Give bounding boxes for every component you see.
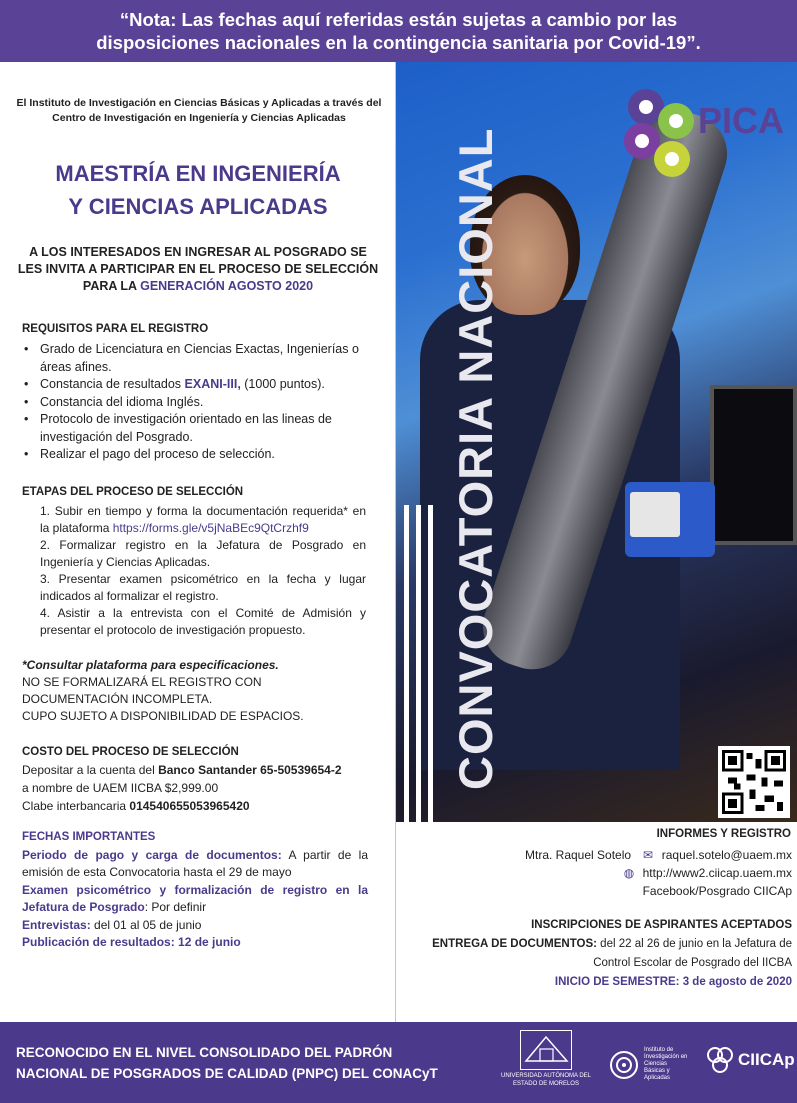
iicba-line5: Aplicadas — [644, 1075, 671, 1081]
iicba-line2: Investigación en — [644, 1054, 688, 1060]
stage-2: 2. Formalizar registro en la Jefatura de Posgrado en Ingeniería y Ciencias Aplicadas. — [40, 538, 366, 569]
consult-note: *Consultar plataforma para especificaciones. — [22, 658, 279, 672]
account-name: a nombre de UAEM IICBA $2,999.00 — [22, 781, 219, 795]
institution-line2: Centro de Investigación en Ingeniería y Ciencias Aplicadas — [52, 112, 346, 124]
institution-line1: El Instituto de Investigación en Ciencias Básicas y Aplicadas a través del — [16, 97, 382, 109]
payment-period — [22, 847, 368, 882]
photo-monitor — [710, 385, 797, 545]
globe-icon: ◍ — [623, 866, 635, 880]
program-title-line2: Y CIENCIAS APLICADAS — [68, 194, 328, 219]
pnpc-line1: RECONOCIDO EN EL NIVEL CONSOLIDADO DEL PADRÓN — [16, 1045, 393, 1060]
institution-text — [8, 96, 390, 126]
delivery-text — [410, 935, 792, 973]
deposit-line — [22, 761, 368, 779]
contact-block — [512, 846, 792, 900]
semester-start: INICIO DE SEMESTRE: 3 de agosto de 2020 — [554, 976, 792, 988]
results-date: Publicación de resultados: 12 de junio — [22, 935, 241, 949]
bank-account: Banco Santander 65-50539654-2 — [158, 763, 342, 777]
iicba-line4: Básicas y — [644, 1068, 670, 1074]
facebook-row[interactable]: Facebook/Posgrado CIICAp — [642, 884, 792, 898]
exam-text: : Por definir — [144, 900, 207, 914]
uaem-logo — [500, 1030, 592, 1088]
interview-label: Entrevistas: — [22, 917, 91, 932]
web-link[interactable]: http://www2.ciicap.uaem.mx — [642, 866, 792, 880]
program-title — [14, 157, 382, 223]
clabe-prefix: Clabe interbancaria — [22, 799, 130, 813]
invitation-prefix: PARA LA — [82, 279, 141, 293]
ciicap-text: CIICAp — [738, 1050, 795, 1069]
envelope-icon: ✉ — [643, 848, 654, 862]
exani-label: EXANI-III, — [184, 377, 241, 391]
pnpc-recognition — [16, 1042, 438, 1084]
exam-label: Examen psicométrico y formalización de registro en la Jefatura de Posgrado — [22, 882, 368, 914]
invitation-line3 — [14, 278, 382, 295]
covid-note-banner — [0, 0, 797, 62]
requirement-payment: • Realizar el pago del proceso de selección. — [22, 446, 368, 464]
pica-logo-text: PICA — [698, 100, 785, 141]
notes-block — [22, 657, 368, 725]
dates-block — [22, 829, 368, 952]
uaem-line2: ESTADO DE MORELOS — [513, 1081, 579, 1087]
pica-logo — [620, 85, 790, 180]
requirement-english: • Constancia del idioma Inglés. — [22, 394, 368, 412]
deposit-prefix: Depositar a la cuenta del — [22, 763, 159, 777]
iicba-logo — [608, 1047, 687, 1082]
web-row — [512, 864, 792, 882]
uaem-shield-icon — [520, 1030, 572, 1070]
pnpc-line2: NACIONAL DE POSGRADOS DE CALIDAD (PNPC) DEL CONACyT — [16, 1066, 438, 1081]
clabe-line — [22, 797, 368, 815]
invitation-line1: A LOS INTERESADOS EN INGRESAR AL POSGRADO SE — [29, 245, 367, 259]
info-heading: INFORMES Y REGISTRO — [656, 828, 791, 840]
iicba-line1: Instituto de — [644, 1047, 674, 1053]
cost-block — [22, 743, 368, 815]
stage-3: 3. Presentar examen psicométrico en la fecha y lugar indicados al formalizar el registro. — [40, 572, 366, 603]
ciicap-logo — [705, 1045, 795, 1075]
interview-text: del 01 al 05 de junio — [90, 917, 202, 932]
interview-date — [22, 917, 368, 935]
forms-link[interactable]: https://forms.gle/v5jNaBEc9QtCrzhf9 — [112, 521, 309, 535]
cupo-note: CUPO SUJETO A DISPONIBILIDAD DE ESPACIOS. — [22, 709, 304, 723]
uaem-line1: UNIVERSIDAD AUTÓNOMA DEL — [500, 1073, 592, 1079]
email-row — [512, 846, 792, 864]
iicba-emblem-icon — [608, 1049, 640, 1081]
enrollment-block — [410, 916, 792, 992]
stage-1-text: 1. Subir en tiempo y forma la documentación requerida* en la plataforma — [40, 504, 366, 535]
enrollment-heading: INSCRIPCIONES DE ASPIRANTES ACEPTADOS — [531, 919, 792, 931]
requirement-degree: • Grado de Licenciatura en Ciencias Exactas, Ingenierías o áreas afines. — [22, 341, 368, 376]
covid-note-line2: disposiciones nacionales en la contingencia sanitaria por Covid-19”. — [96, 32, 701, 53]
ciicap-emblem-icon — [705, 1045, 735, 1075]
no-register-note: NO SE FORMALIZARÁ EL REGISTRO CON DOCUMENTACIÓN INCOMPLETA. — [22, 675, 262, 706]
vertical-title: CONVOCATORIA NACIONAL — [449, 127, 502, 790]
requirement-protocol: • Protocolo de investigación orientado en las lineas de investigación del Posgrado. — [22, 411, 368, 446]
delivery-detail: del 22 al 26 de junio en la Jefatura de Control Escolar de Posgrado del IICBA — [593, 938, 792, 969]
requirement-exani — [22, 376, 368, 394]
dates-heading: FECHAS IMPORTANTES — [22, 831, 156, 843]
email-link[interactable]: raquel.sotelo@uaem.mx — [661, 848, 792, 862]
stages-heading: ETAPAS DEL PROCESO DE SELECCIÓN — [22, 486, 244, 498]
covid-note-line1: “Nota: Las fechas aquí referidas están sujetas a cambio por las — [119, 9, 678, 30]
payment-text: A partir de la emisión de esta Convocatoria hasta el 29 de mayo — [22, 847, 368, 879]
stage-1 — [40, 503, 366, 537]
delivery-label: ENTREGA DE DOCUMENTOS: — [432, 938, 597, 950]
requirement-exani-prefix: Constancia de resultados — [40, 377, 185, 391]
photo-device-face — [630, 492, 680, 537]
requirements-list — [22, 341, 368, 464]
stage-4: 4. Asistir a la entrevista con el Comité de Admisión y presentar el protocolo de investigación propuesto. — [40, 606, 366, 637]
iicba-line3: Ciencias — [644, 1061, 668, 1067]
payment-label: Periodo de pago y carga de documentos: — [22, 847, 282, 862]
program-title-line1: MAESTRÍA EN INGENIERÍA — [55, 161, 341, 186]
qr-code-icon[interactable] — [718, 746, 790, 818]
invitation-text — [14, 244, 382, 295]
cost-heading: COSTO DEL PROCESO DE SELECCIÓN — [22, 746, 239, 758]
requirements-heading: REQUISITOS PARA EL REGISTRO — [22, 323, 209, 335]
exam-date — [22, 882, 368, 917]
clabe-number: 014540655053965420 — [129, 799, 250, 813]
requirement-exani-suffix: (1000 puntos). — [240, 377, 325, 391]
stages-list — [40, 503, 366, 639]
generation-label: GENERACIÓN AGOSTO 2020 — [140, 279, 314, 293]
invitation-line2: LES INVITA A PARTICIPAR EN EL PROCESO DE SELECCIÓN — [17, 262, 379, 276]
contact-name: Mtra. Raquel Sotelo — [525, 848, 632, 862]
